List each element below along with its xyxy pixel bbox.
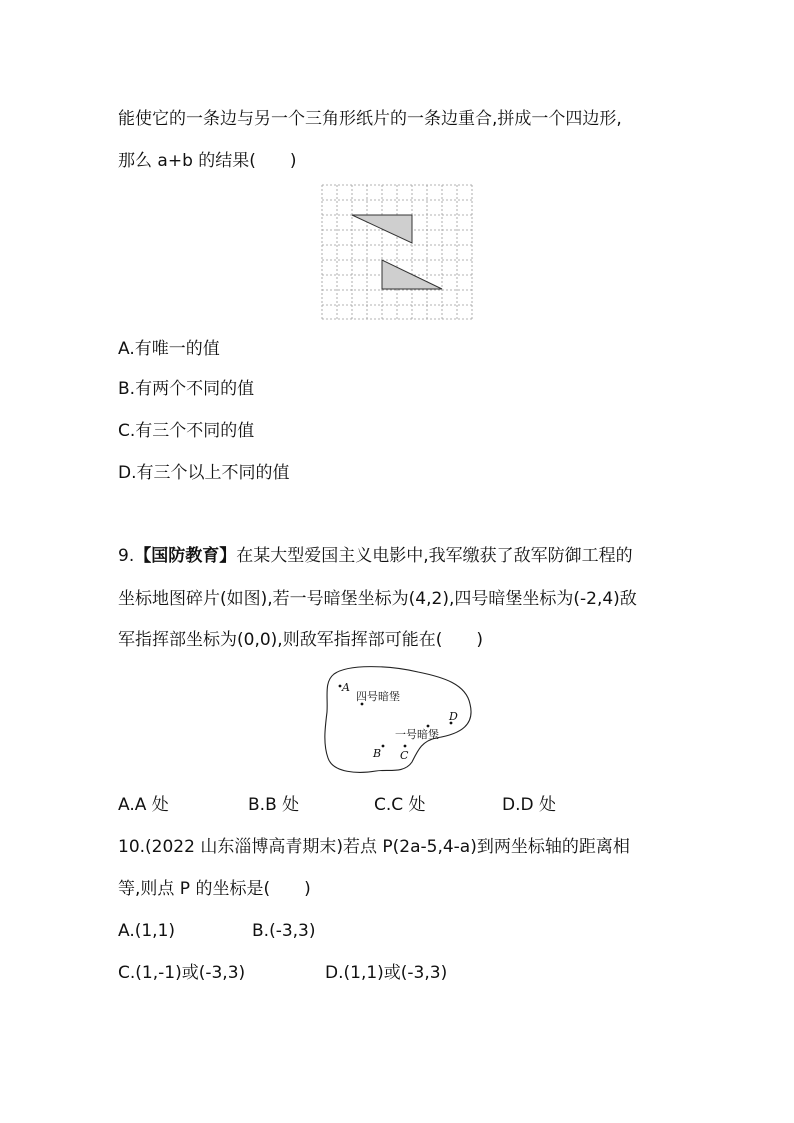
q9-option-d: D.D 处	[502, 795, 556, 815]
q10-option-d: D.(1,1)或(-3,3)	[325, 963, 448, 983]
q10-option-a: A.(1,1)	[118, 921, 176, 941]
q9-text-line1	[118, 545, 633, 567]
q10-text-line2: 等,则点 P 的坐标是( )	[118, 879, 311, 899]
q8-text-line1: 能使它的一条边与另一个三角形纸片的一条边重合,拼成一个四边形,	[118, 109, 622, 129]
q10-option-b: B.(-3,3)	[252, 921, 316, 941]
point-a-label: A	[342, 681, 350, 694]
label-one-bunker: 一号暗堡	[395, 728, 439, 741]
q9-option-a: A.A 处	[118, 795, 169, 815]
q9-text-line3: 军指挥部坐标为(0,0),则敌军指挥部可能在( )	[118, 630, 483, 650]
q9-option-c: C.C 处	[374, 795, 426, 815]
grid-lines	[322, 185, 472, 319]
q9-number: 9.	[118, 546, 135, 566]
q10-text-line1: 10.(2022 山东淄博高青期末)若点 P(2a-5,4-a)到两坐标轴的距离相	[118, 837, 630, 857]
point-d-label: D	[449, 710, 458, 723]
point-b-label: B	[373, 747, 382, 760]
map-fragment-figure	[318, 662, 478, 778]
q9-tag: 【国防教育】	[134, 546, 237, 566]
label-four-bunker: 四号暗堡	[356, 690, 400, 703]
q8-option-d: D.有三个以上不同的值	[118, 463, 290, 483]
point-b-dot	[382, 745, 385, 748]
grid-triangles-figure	[320, 183, 474, 321]
point-c-dot	[404, 745, 407, 748]
q10-option-c: C.(1,-1)或(-3,3)	[118, 963, 246, 983]
q9-line1-rest: 在某大型爱国主义电影中,我军缴获了敌军防御工程的	[236, 546, 633, 566]
lower-triangle	[382, 260, 442, 289]
q8-option-b: B.有两个不同的值	[118, 379, 255, 399]
point-a-dot	[339, 685, 342, 688]
q8-option-c: C.有三个不同的值	[118, 421, 255, 441]
q9-option-b: B.B 处	[248, 795, 300, 815]
point-c-label: C	[400, 749, 409, 762]
q8-text-line2: 那么 a+b 的结果( )	[118, 151, 297, 171]
q8-option-a: A.有唯一的值	[118, 339, 220, 359]
q9-text-line2: 坐标地图碎片(如图),若一号暗堡坐标为(4,2),四号暗堡坐标为(-2,4)敌	[118, 589, 637, 609]
point-one-dot	[427, 725, 430, 728]
point-four-dot	[361, 703, 364, 706]
